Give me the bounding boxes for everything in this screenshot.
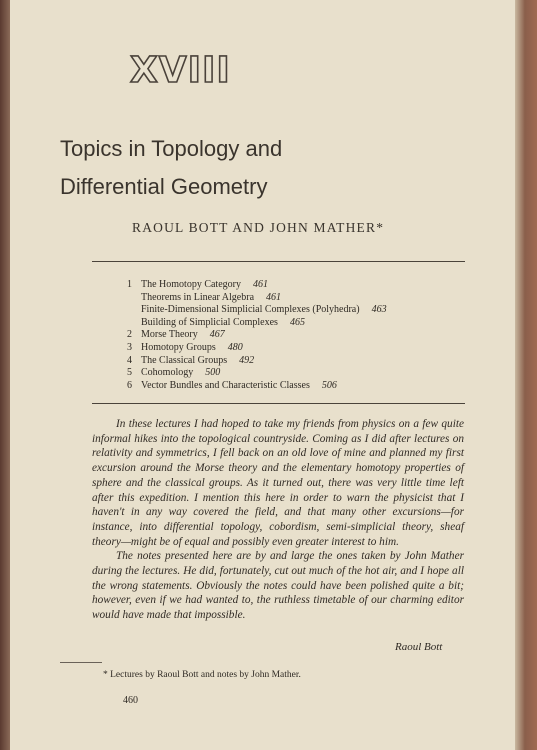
- toc-entry-number: 2: [127, 329, 132, 341]
- chapter-title-line-1: Topics in Topology and: [60, 136, 283, 161]
- toc-entry-page: 506: [321, 379, 337, 391]
- toc-entry-number: 1: [127, 279, 132, 290]
- toc-entry-title: Cohomology: [141, 367, 194, 379]
- toc-entry-title: Building of Simplicial Complexes: [141, 316, 278, 328]
- toc-entry-title-wrap: [141, 367, 220, 380]
- page-number: 460: [123, 695, 138, 706]
- toc-entry-page: 461: [252, 279, 268, 290]
- toc-entry-number: 5: [127, 367, 132, 379]
- toc-entry-page: 463: [371, 304, 387, 316]
- toc-entry-title-wrap: [141, 342, 243, 355]
- toc-entry-title-wrap: [141, 380, 337, 393]
- toc-entry-page: 480: [227, 341, 243, 353]
- footnote-rule: [60, 662, 102, 663]
- page-edge: [515, 0, 537, 750]
- toc-entry-title-wrap: [141, 304, 387, 317]
- preface-text: [92, 417, 464, 623]
- footnote: * Lectures by Raoul Bott and notes by John Mather.: [103, 670, 301, 680]
- chapter-title: [60, 130, 282, 206]
- bottom-divider: [92, 403, 465, 404]
- toc-entry-number: 3: [127, 341, 132, 353]
- chapter-title-line-2: Differential Geometry: [60, 174, 268, 199]
- toc-entry-title-wrap: [141, 279, 268, 292]
- toc-entry-title-wrap: [141, 329, 225, 342]
- toc-entry-page: 500: [205, 367, 221, 379]
- chapter-number: XVIII: [130, 50, 231, 91]
- toc-entry-number: 4: [127, 354, 132, 366]
- toc-entry-page: 467: [209, 329, 225, 341]
- toc-entry-page: 492: [239, 354, 255, 366]
- toc-entry-title: Finite-Dimensional Simplicial Complexes (Polyhedra): [141, 304, 360, 316]
- toc-entry-title-wrap: [141, 317, 305, 330]
- toc-entry-title: Morse Theory: [141, 329, 198, 341]
- preface-paragraph-2: The notes presented here are by and large the ones taken by John Mather during the lectures. He did, fortunately, cut out much of the hot air, and I hope all the wrong statements. Obviously the notes could have been polished quite a bit; however, even if we had wanted to, the ruthless timetable of our charming editor would have made that impossible.: [92, 550, 464, 622]
- toc-entry-title: Vector Bundles and Characteristic Classes: [141, 379, 310, 391]
- preface-signature: Raoul Bott: [395, 641, 443, 653]
- book-page: [10, 0, 515, 750]
- toc-entry-number: 6: [127, 379, 132, 391]
- top-divider: [92, 261, 465, 262]
- chapter-authors: RAOUL BOTT AND JOHN MATHER*: [132, 220, 385, 235]
- toc-entry-title: Theorems in Linear Algebra: [141, 291, 255, 303]
- toc-entry-title-wrap: [141, 292, 281, 305]
- preface-paragraph-1: In these lectures I had hoped to take my friends from physics on a few quite informal hikes into the topological countryside. Coming as I did after lectures on relativity and symmetrics, I fell back on an old love of mine and planned my first excursion around the Morse theory and the elementary homotopy properties of sphere and the classical groups. As it turned out, there was very little time left after this expedition. I mention this here in order to warn the physicist that I haven't in any way covered the field, and that many other excursions—for instance, into differential topology, cobordism, semi-simplicial theory, sheaf theory—might be of equal and possibly even greater interest to him.: [92, 418, 464, 548]
- toc-entry-title: The Classical Groups: [141, 354, 228, 366]
- toc-entry-title-wrap: [141, 355, 254, 368]
- toc-entry-page: 461: [266, 291, 282, 303]
- toc-entry-title: Homotopy Groups: [141, 341, 216, 353]
- toc-entry-page: 465: [289, 316, 305, 328]
- toc-entry-title: The Homotopy Category: [141, 279, 241, 290]
- page-gutter-shadow: [0, 0, 10, 750]
